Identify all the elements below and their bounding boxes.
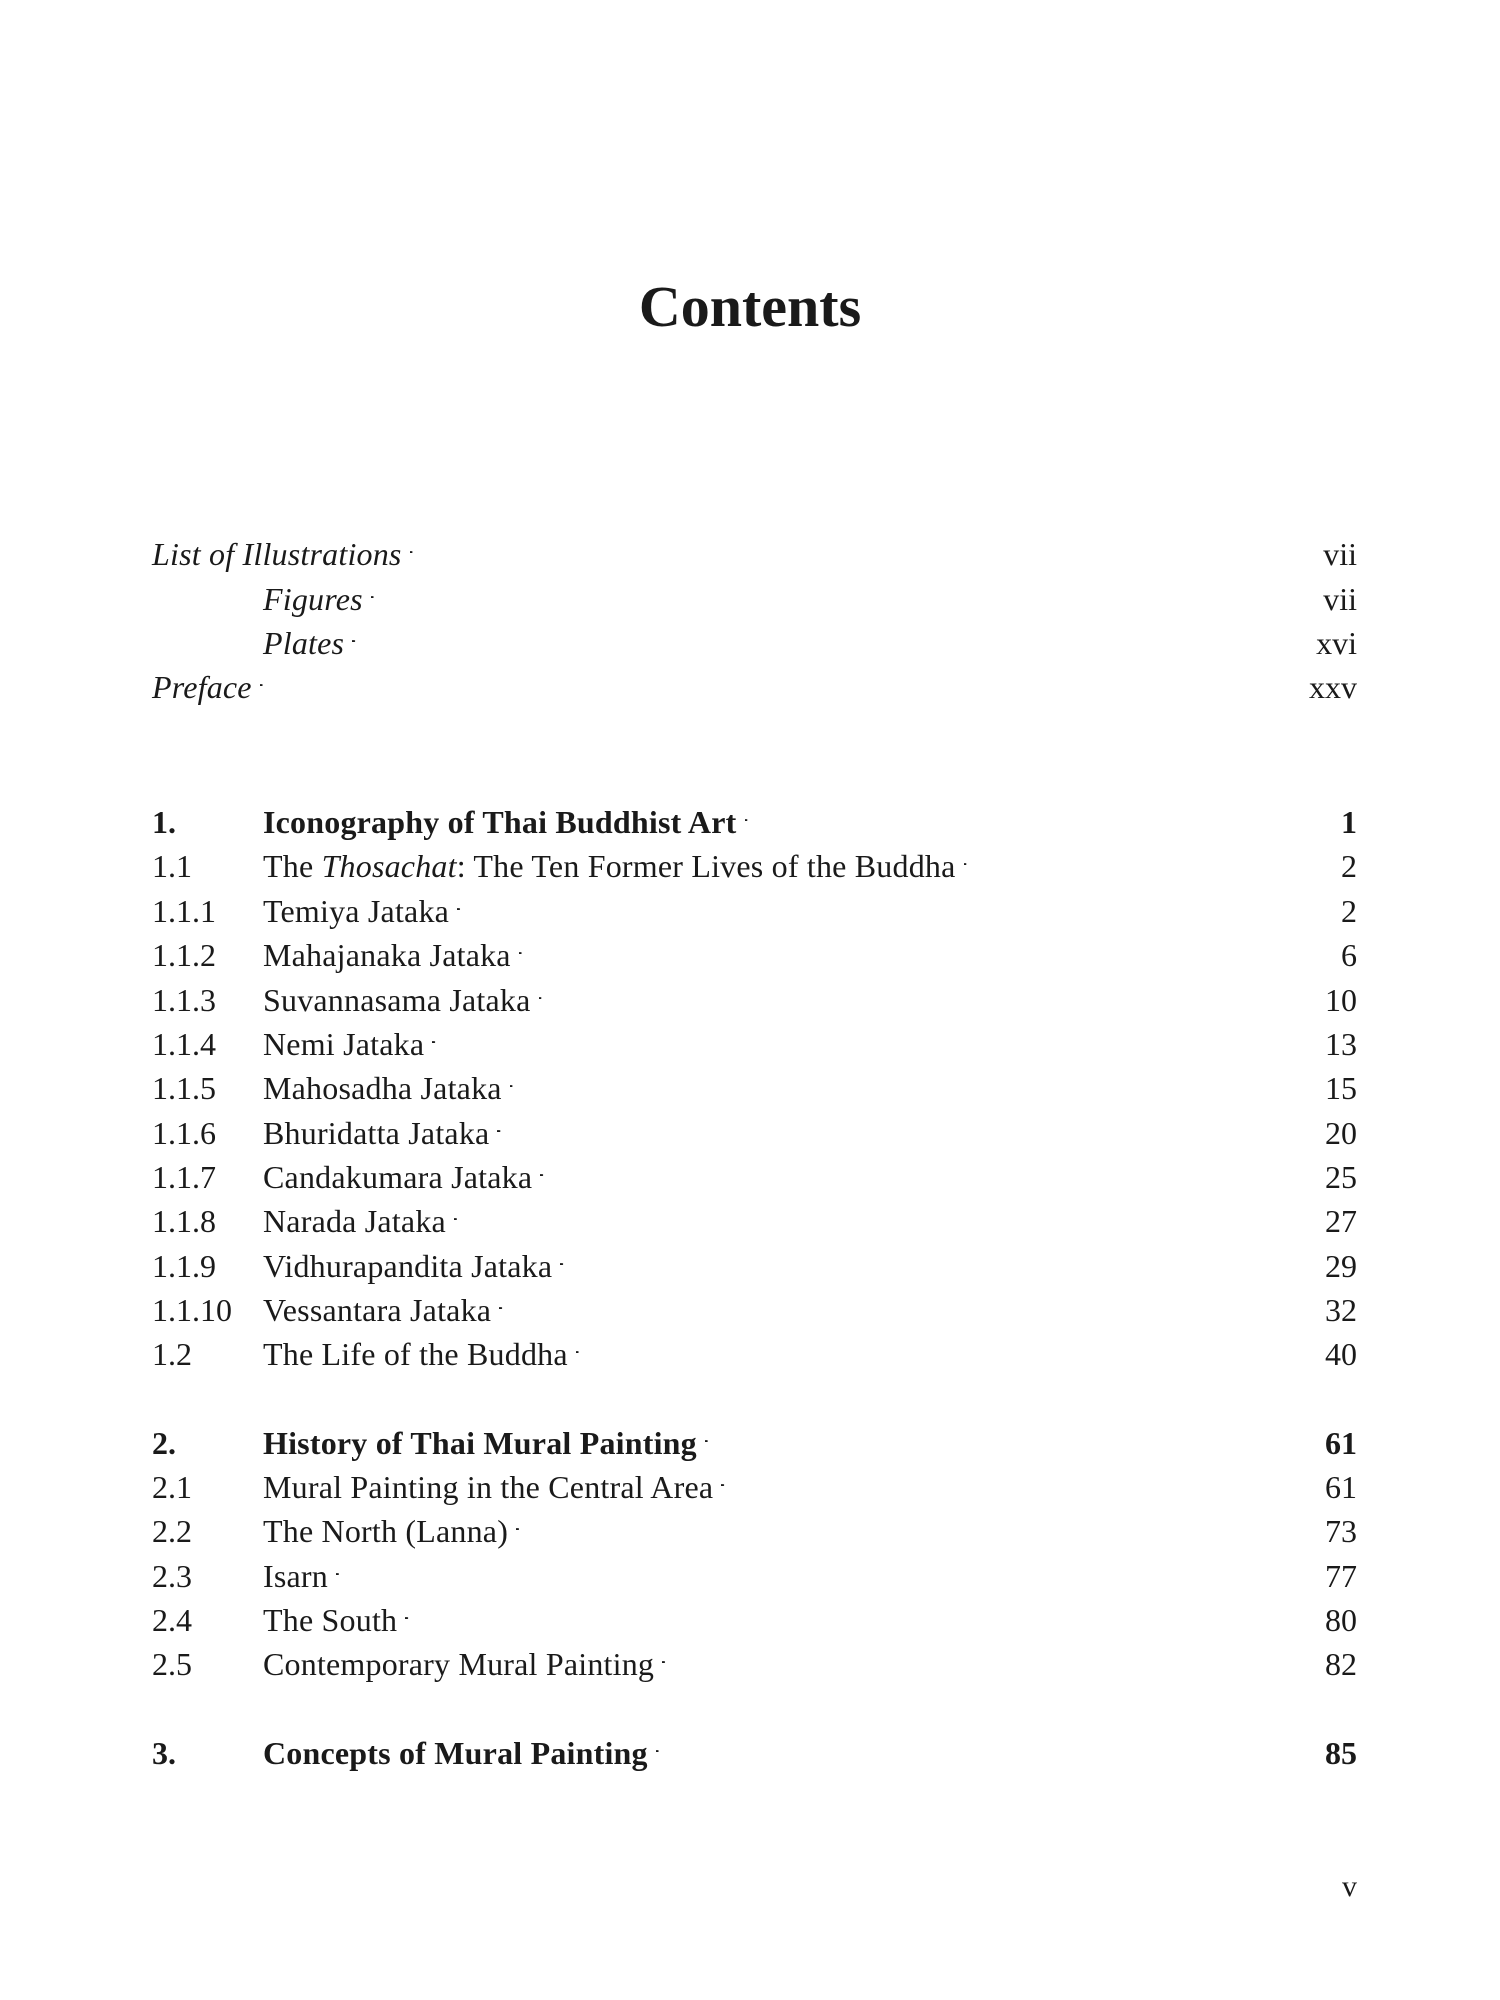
section-page: 73	[1325, 1513, 1357, 1549]
leader-dots	[576, 1325, 1319, 1365]
leader-dots	[510, 1059, 1319, 1099]
section-page: 25	[1325, 1159, 1357, 1195]
section-title: Nemi Jataka	[263, 1026, 425, 1062]
chapter-title: Concepts of Mural Painting	[263, 1735, 648, 1771]
section-title: Vidhurapandita Jataka	[263, 1248, 553, 1284]
toc-entry-page: xvi	[1316, 625, 1357, 661]
section-title: The Life of the Buddha	[263, 1336, 568, 1372]
section-page: 6	[1341, 937, 1357, 973]
section-page: 27	[1325, 1203, 1357, 1239]
toc-entry-1-2[interactable]	[152, 1325, 1357, 1372]
section-number: 1.1.7	[152, 1159, 216, 1195]
section-title: Temiya Jataka	[263, 893, 450, 929]
section-title: Bhuridatta Jataka	[263, 1115, 490, 1151]
section-title: Isarn	[263, 1558, 328, 1594]
section-number: 1.2	[152, 1336, 192, 1372]
toc-entry-1-1-4[interactable]	[152, 1015, 1357, 1062]
toc-chapter-1[interactable]	[152, 793, 1357, 840]
leader-dots	[656, 1724, 1319, 1764]
section-number: 2.5	[152, 1646, 192, 1682]
chapter-number: 3.	[152, 1735, 176, 1771]
leader-dots	[519, 926, 1335, 966]
leader-dots	[405, 1591, 1319, 1631]
toc-entry-1-1-9[interactable]	[152, 1237, 1357, 1284]
leader-dots	[410, 525, 1318, 565]
section-page: 13	[1325, 1026, 1357, 1062]
section-page: 2	[1341, 848, 1357, 884]
toc-entry-title: Figures	[263, 581, 363, 617]
toc-entry-list-of-illustrations[interactable]	[152, 525, 1357, 572]
section-page: 82	[1325, 1646, 1357, 1682]
section-number: 1.1.5	[152, 1070, 216, 1106]
leader-dots	[745, 793, 1336, 833]
toc-entry-plates[interactable]	[152, 614, 1357, 661]
leader-dots	[497, 1104, 1319, 1144]
section-page: 80	[1325, 1602, 1357, 1638]
leader-dots	[454, 1192, 1319, 1232]
toc-entry-page: xxv	[1309, 669, 1357, 705]
leader-dots	[260, 658, 1303, 698]
toc-entry-1-1-5[interactable]	[152, 1059, 1357, 1106]
chapter-page: 61	[1325, 1425, 1357, 1461]
section-number: 1.1.1	[152, 893, 216, 929]
section-title-italic: Thosachat	[321, 848, 457, 884]
leader-dots	[352, 614, 1310, 654]
leader-dots	[457, 882, 1335, 922]
section-number: 2.2	[152, 1513, 192, 1549]
leader-dots	[432, 1015, 1319, 1055]
toc-entry-title: Plates	[263, 625, 345, 661]
section-title: The North (Lanna)	[263, 1513, 509, 1549]
section-title: Narada Jataka	[263, 1203, 446, 1239]
leader-dots	[371, 570, 1317, 610]
section-page: 20	[1325, 1115, 1357, 1151]
section-title: Mural Painting in the Central Area	[263, 1469, 714, 1505]
leader-dots	[705, 1414, 1319, 1454]
section-number: 1.1.8	[152, 1203, 216, 1239]
toc-entry-preface[interactable]	[152, 658, 1357, 705]
section-page: 15	[1325, 1070, 1357, 1106]
section-number: 1.1.6	[152, 1115, 216, 1151]
section-title: Contemporary Mural Painting	[263, 1646, 655, 1682]
toc-entry-figures[interactable]	[152, 570, 1357, 617]
chapter-page: 1	[1341, 804, 1357, 840]
section-title-post: : The Ten Former Lives of the Buddha	[456, 848, 956, 884]
leader-dots	[499, 1281, 1319, 1321]
leader-dots	[540, 1148, 1319, 1188]
chapter-title: Iconography of Thai Buddhist Art	[263, 804, 737, 840]
section-title: Mahosadha Jataka	[263, 1070, 502, 1106]
section-number: 1.1.9	[152, 1248, 216, 1284]
toc-chapter-2[interactable]	[152, 1414, 1357, 1461]
section-title: Candakumara Jataka	[263, 1159, 533, 1195]
toc-entry-page: vii	[1323, 581, 1357, 617]
chapter-number: 1.	[152, 804, 176, 840]
section-title: Mahajanaka Jataka	[263, 937, 511, 973]
section-number: 1.1.3	[152, 982, 216, 1018]
section-number: 2.3	[152, 1558, 192, 1594]
section-number: 1.1.2	[152, 937, 216, 973]
section-title	[263, 846, 956, 886]
toc-entry-1-1-8[interactable]	[152, 1192, 1357, 1239]
section-number: 1.1.4	[152, 1026, 216, 1062]
section-page: 61	[1325, 1469, 1357, 1505]
toc-entry-2-3[interactable]	[152, 1547, 1357, 1594]
toc-entry-page: vii	[1323, 536, 1357, 572]
toc-chapter-3[interactable]	[152, 1724, 1357, 1771]
leader-dots	[662, 1635, 1319, 1675]
toc-entry-2-5[interactable]	[152, 1635, 1357, 1682]
toc-entry-1-1-2[interactable]	[152, 926, 1357, 973]
toc-entry-2-4[interactable]	[152, 1591, 1357, 1638]
chapter-title: History of Thai Mural Painting	[263, 1425, 697, 1461]
section-page: 10	[1325, 982, 1357, 1018]
toc-entry-1-1-7[interactable]	[152, 1148, 1357, 1195]
section-number: 1.1.10	[152, 1292, 232, 1328]
section-page: 40	[1325, 1336, 1357, 1372]
leader-dots	[336, 1547, 1319, 1587]
section-page: 29	[1325, 1248, 1357, 1284]
page-number: v	[1342, 1870, 1357, 1903]
toc-entry-1-1[interactable]	[152, 837, 1357, 884]
section-title: Vessantara Jataka	[263, 1292, 492, 1328]
toc-entry-1-1-1[interactable]	[152, 882, 1357, 929]
chapter-page: 85	[1325, 1735, 1357, 1771]
toc-entry-2-2[interactable]	[152, 1502, 1357, 1549]
leader-dots	[964, 837, 1335, 877]
leader-dots	[516, 1502, 1319, 1542]
toc-entry-1-1-6[interactable]	[152, 1104, 1357, 1151]
section-title: The South	[263, 1602, 398, 1638]
section-number: 2.1	[152, 1469, 192, 1505]
leader-dots	[539, 971, 1319, 1011]
section-title: Suvannasama Jataka	[263, 982, 531, 1018]
section-title-pre: The	[263, 848, 322, 884]
section-number: 1.1	[152, 848, 192, 884]
toc-entry-title: List of Illustrations	[152, 536, 402, 572]
leader-dots	[721, 1458, 1319, 1498]
section-number: 2.4	[152, 1602, 192, 1638]
toc-entry-1-1-3[interactable]	[152, 971, 1357, 1018]
toc-entry-1-1-10[interactable]	[152, 1281, 1357, 1328]
toc-entry-2-1[interactable]	[152, 1458, 1357, 1505]
toc-entry-title: Preface	[152, 669, 252, 705]
section-page: 2	[1341, 893, 1357, 929]
chapter-number: 2.	[152, 1425, 176, 1461]
leader-dots	[560, 1237, 1319, 1277]
page-title: Contents	[638, 274, 862, 339]
section-page: 32	[1325, 1292, 1357, 1328]
section-page: 77	[1325, 1558, 1357, 1594]
